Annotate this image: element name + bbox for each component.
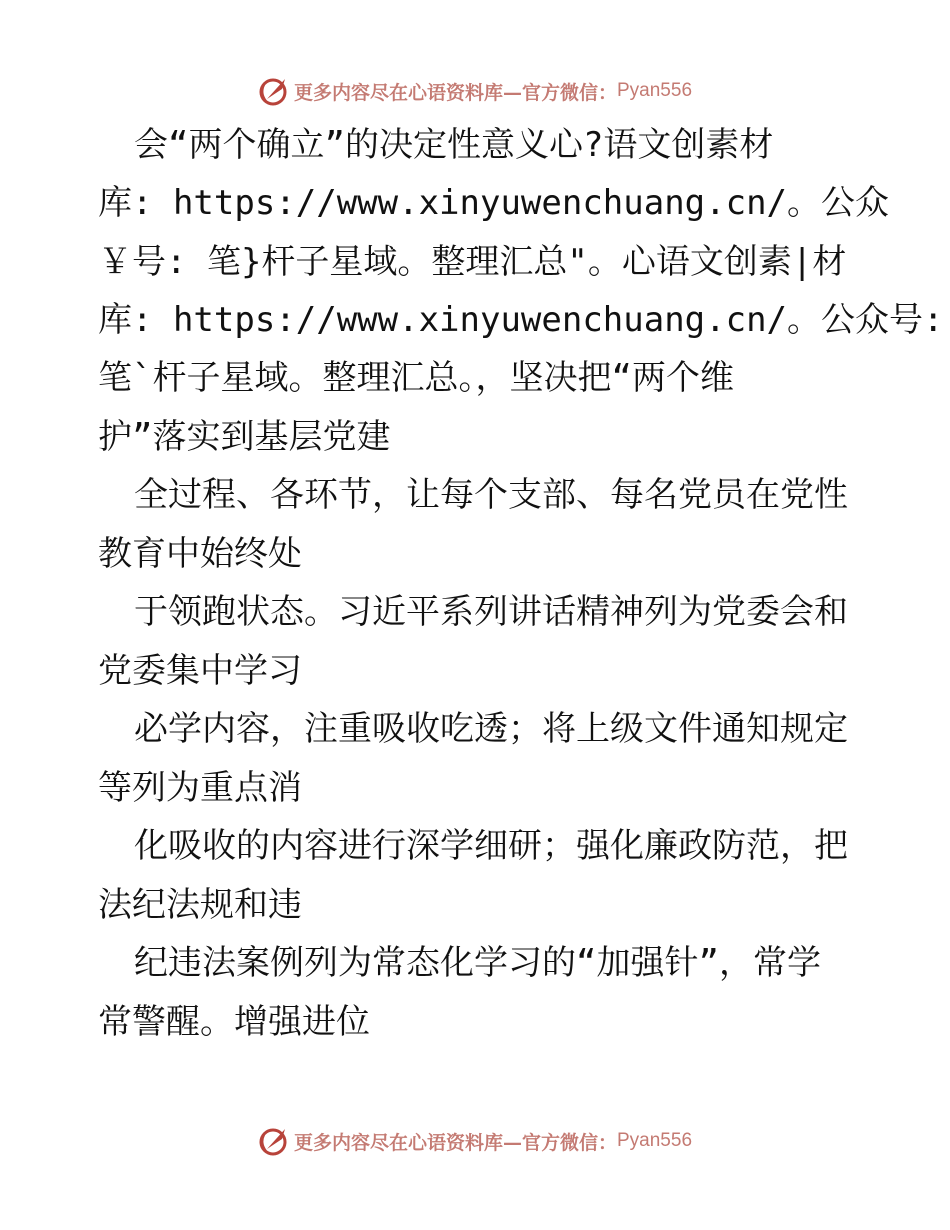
body-line: 等列为重点消 [98, 768, 302, 808]
header-banner [0, 71, 950, 111]
footer-banner-text: 更多内容尽在心语资料库—官方微信： [293, 1131, 617, 1154]
body-line: ￥号: 笔}杆子星域。整理汇总"。心语文创素|材 [98, 242, 847, 282]
body-line: 教育中始终处 [98, 534, 302, 574]
quill-logo-icon [258, 75, 290, 107]
body-line: 党委集中学习 [98, 651, 302, 691]
body-line: 于领跑状态。习近平系列讲话精神列为党委会和 [134, 592, 848, 632]
body-line: 全过程、各环节，让每个支部、每名党员在党性 [134, 475, 848, 515]
body-line: 纪违法案例列为常态化学习的“加强针”，常学 [134, 943, 821, 983]
header-wechat-id: Pyan556 [617, 80, 693, 101]
body-line: 常警醒。增强进位 [98, 1002, 370, 1042]
body-line: 库: https://www.xinyuwenchuang.cn/。公众 [98, 183, 890, 223]
footer-banner [0, 1121, 950, 1161]
header-banner-text: 更多内容尽在心语资料库—官方微信： [293, 81, 617, 104]
body-line: 笔`杆子星域。整理汇总。，坚决把“两个维 [98, 358, 734, 398]
body-line: 会“两个确立”的决定性意义心?语文创素材 [134, 125, 774, 165]
body-line: 法纪法规和违 [98, 885, 302, 925]
body-line: 化吸收的内容进行深学细研；强化廉政防范，把 [134, 826, 848, 866]
body-line: 必学内容，注重吸收吃透；将上级文件通知规定 [134, 709, 848, 749]
footer-banner-inner [258, 1125, 692, 1157]
body-line: 库: https://www.xinyuwenchuang.cn/。公众号: [98, 300, 944, 340]
body-line: 护”落实到基层党建 [98, 417, 391, 457]
footer-wechat-id: Pyan556 [617, 1130, 693, 1151]
quill-logo-icon [258, 1125, 290, 1157]
header-banner-inner [258, 75, 692, 107]
